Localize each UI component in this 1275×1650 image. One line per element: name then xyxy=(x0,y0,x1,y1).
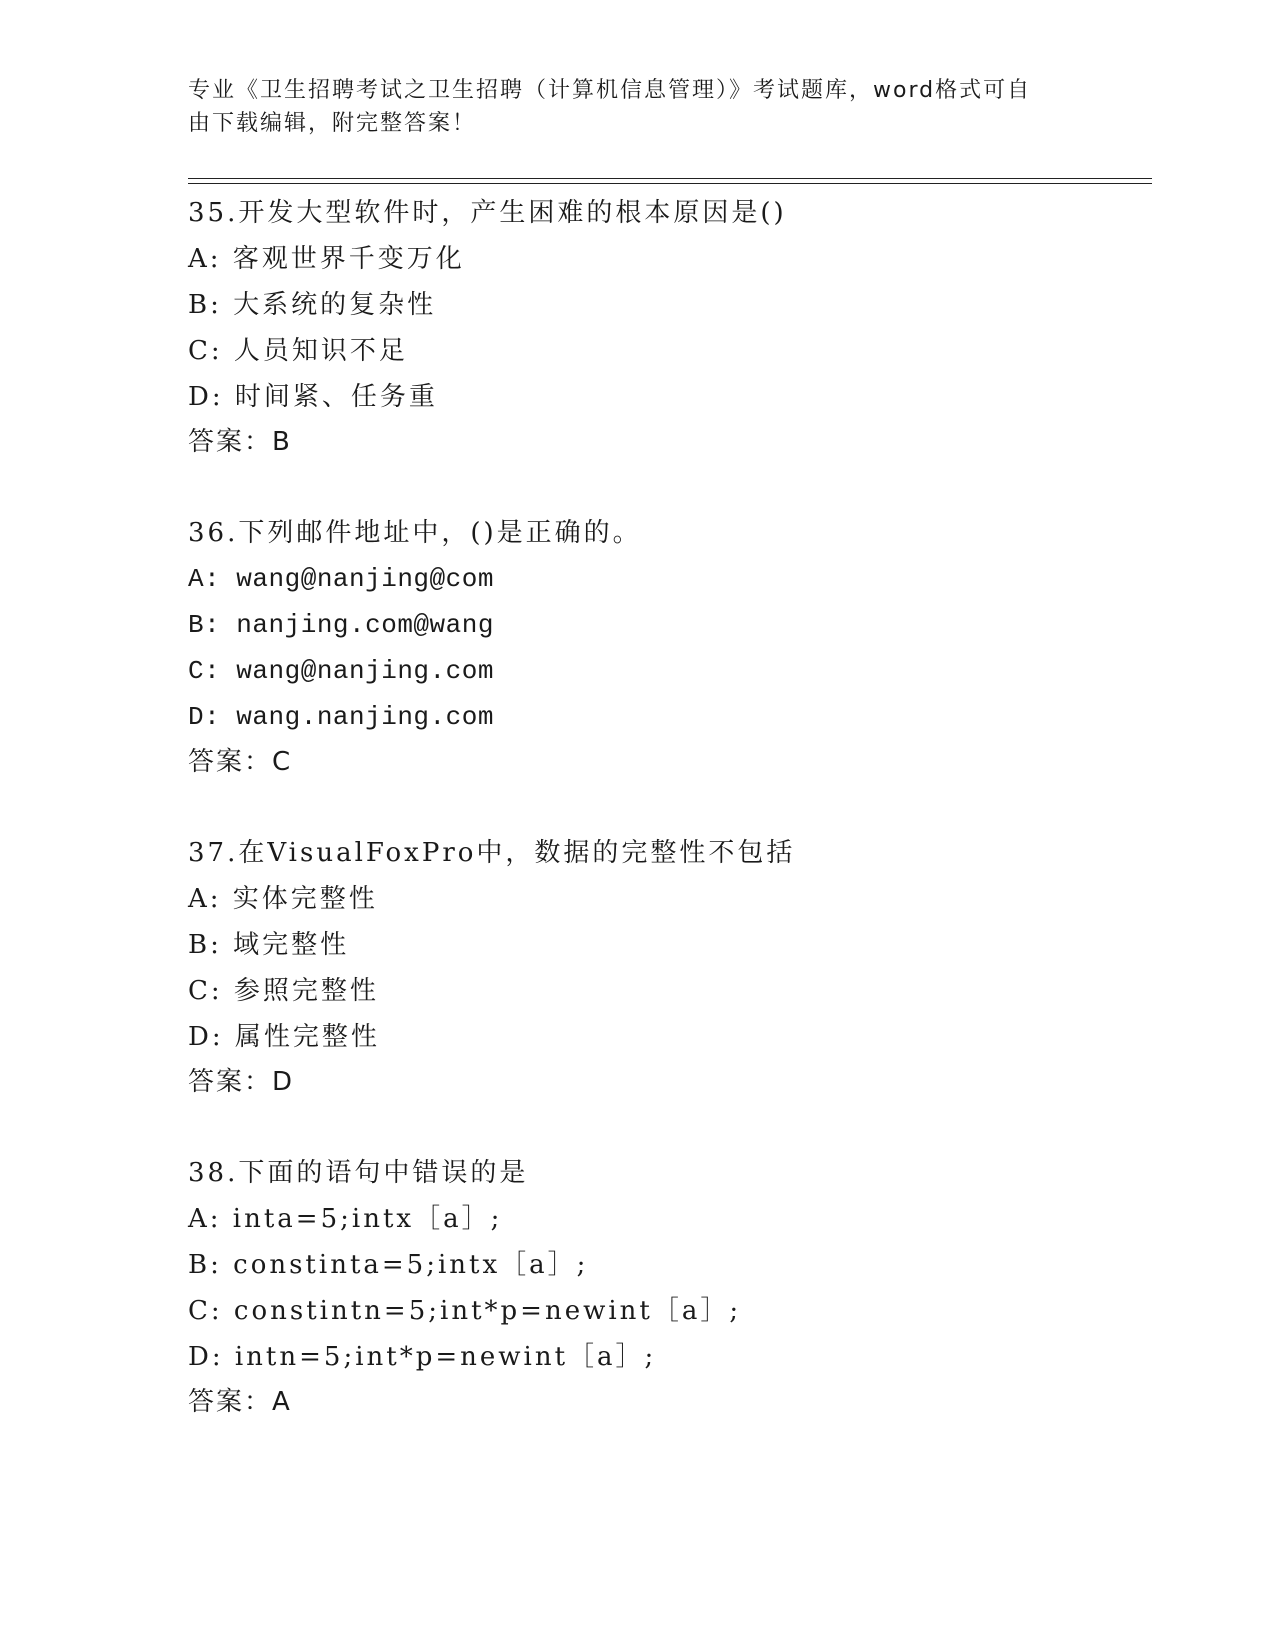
option-c: C: 参照完整性 xyxy=(188,976,379,1006)
option-d: D: intn=5;int*p=newint［a］; xyxy=(188,1342,657,1372)
option-a: A: 客观世界千变万化 xyxy=(188,244,465,274)
option-a: A: wang@nanjing@com xyxy=(188,564,494,594)
option-a: A: inta=5;intx［a］; xyxy=(188,1204,503,1234)
option-b: B: 大系统的复杂性 xyxy=(188,290,437,320)
question-stem: 38.下面的语句中错误的是 xyxy=(188,1158,529,1188)
option-c: C: wang@nanjing.com xyxy=(188,656,494,686)
header-line-2: 由下载编辑，附完整答案！ xyxy=(188,111,477,136)
question-38 xyxy=(188,1150,1148,1424)
answer-label: 答案：B xyxy=(188,427,292,457)
question-stem: 36.下列邮件地址中，()是正确的。 xyxy=(188,518,642,548)
answer-label: 答案：D xyxy=(188,1067,295,1097)
document-header xyxy=(188,74,1068,140)
option-c: C: constintn=5;int*p=newint［a］; xyxy=(188,1296,742,1326)
question-37 xyxy=(188,830,1148,1104)
option-c: C: 人员知识不足 xyxy=(188,336,408,366)
header-line-1: 专业《卫生招聘考试之卫生招聘（计算机信息管理）》考试题库，word格式可自 xyxy=(188,78,1032,103)
option-b: B: nanjing.com@wang xyxy=(188,610,494,640)
option-d: D: wang.nanjing.com xyxy=(188,702,494,732)
header-divider-top xyxy=(188,178,1152,179)
question-stem: 35.开发大型软件时，产生困难的根本原因是() xyxy=(188,198,787,228)
answer-label: 答案：C xyxy=(188,747,293,777)
question-stem: 37.在VisualFoxPro中，数据的完整性不包括 xyxy=(188,838,796,868)
question-35 xyxy=(188,190,1148,464)
option-b: B: 域完整性 xyxy=(188,930,350,960)
option-d: D: 时间紧、任务重 xyxy=(188,382,438,412)
option-b: B: constinta=5;intx［a］; xyxy=(188,1250,589,1280)
option-d: D: 属性完整性 xyxy=(188,1022,380,1052)
option-a: A: 实体完整性 xyxy=(188,884,378,914)
header-divider-bottom xyxy=(188,183,1152,184)
question-36 xyxy=(188,510,1148,784)
answer-label: 答案：A xyxy=(188,1387,292,1417)
